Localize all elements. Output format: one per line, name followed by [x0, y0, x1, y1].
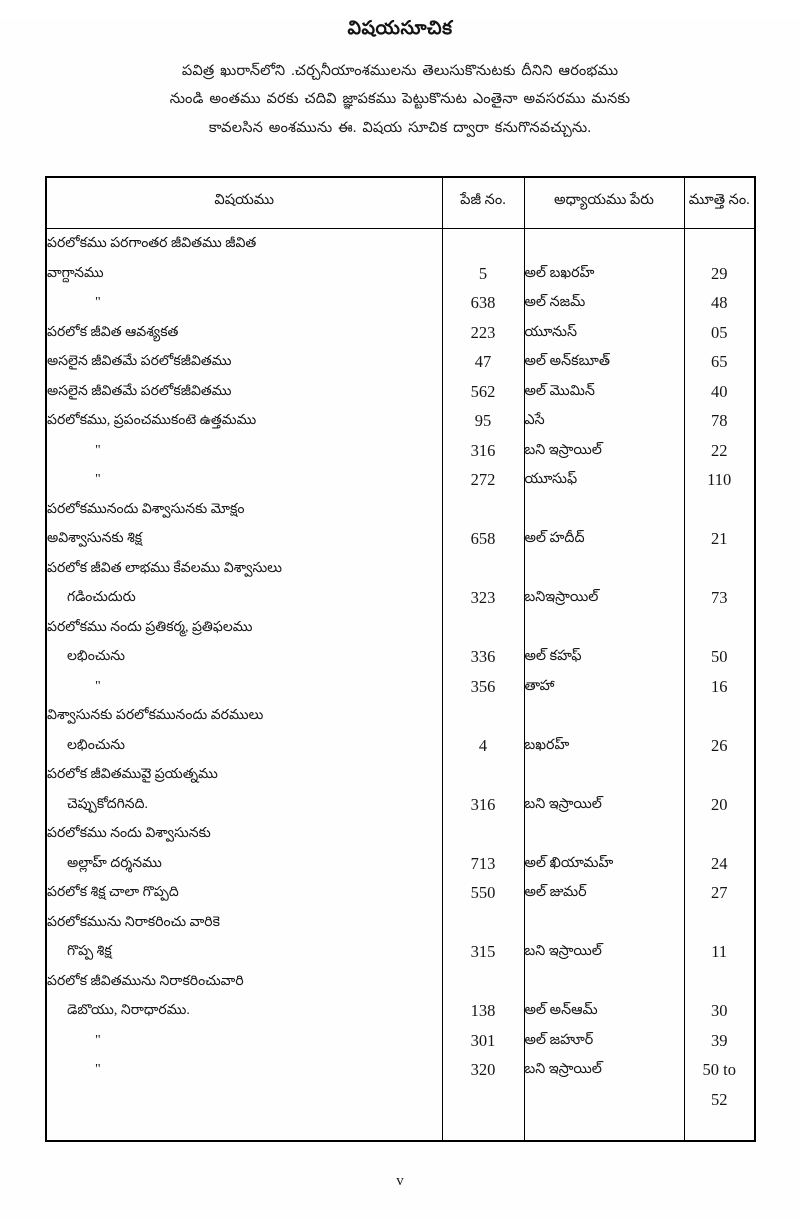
cell-subject	[46, 1026, 442, 1056]
cell-line: 95	[474, 411, 492, 430]
cell-line: 48	[711, 293, 728, 312]
table-row[interactable]	[46, 229, 755, 289]
cell-line: 22	[711, 440, 728, 460]
cell-chapter-name	[524, 229, 684, 289]
cell-line: బని ఇస్రాయిల్	[524, 943, 602, 959]
cell-line: 50 to	[702, 1060, 736, 1079]
cell-subject	[46, 436, 442, 466]
cell-line: 301	[470, 1030, 496, 1050]
cell-page-no	[442, 819, 524, 878]
cell-line: పరలోక జీవిత లాభము కేవలము విశ్వాసులు	[47, 560, 282, 576]
cell-page-no	[442, 465, 524, 495]
table-row[interactable]	[46, 1055, 755, 1114]
cell-line: 638	[470, 293, 496, 312]
cell-line: 24	[711, 853, 728, 873]
cell-line: "	[95, 472, 102, 487]
cell-subject	[46, 554, 442, 613]
cell-verse-no	[684, 1055, 755, 1114]
intro-line-3: కావలసిన అంశమును ఈ. విషయ సూచిక ద్వారా కనుగొనవచ్చును.	[208, 119, 592, 136]
cell-line: పరలోకమును నిరాకరించు వారికె	[47, 914, 220, 930]
cell-verse-no	[684, 819, 755, 878]
cell-page-no	[442, 878, 524, 908]
cell-subject	[46, 613, 442, 672]
cell-line: 223	[470, 322, 496, 342]
cell-chapter-name	[524, 288, 684, 318]
cell-line: 50	[711, 647, 728, 666]
table-row[interactable]	[46, 377, 755, 407]
cell-page-no	[442, 1026, 524, 1056]
cell-chapter-name	[524, 1055, 684, 1114]
cell-chapter-name	[524, 672, 684, 702]
cell-verse-no	[684, 495, 755, 554]
cell-line: పరలోకము నందు ప్రతికర్మ, ప్రతిఫలము	[47, 619, 253, 635]
cell-subject	[46, 377, 442, 407]
table-row[interactable]	[46, 613, 755, 672]
cell-line: గడించుదురు	[67, 590, 136, 605]
cell-line: 78	[711, 411, 728, 430]
cell-page-no	[442, 406, 524, 436]
cell-line: ఎసే	[524, 412, 545, 428]
cell-line: పరలోకము పరగాంతర జీవితము జీవిత	[47, 236, 257, 251]
cell-line: 05	[711, 322, 728, 342]
cell-line: చెప్పుకోదగినది.	[67, 796, 148, 812]
cell-line: లభించును	[67, 649, 125, 664]
cell-line: 550	[470, 883, 496, 902]
table-header	[46, 177, 755, 229]
cell-subject	[46, 819, 442, 878]
table-row[interactable]	[46, 347, 755, 377]
cell-chapter-name	[524, 878, 684, 908]
cell-line: బని ఇస్రాయిల్	[524, 795, 602, 812]
cell-line: 21	[711, 529, 728, 548]
cell-chapter-name	[524, 701, 684, 760]
cell-line: పరలోక జీవితమును నిరాకరించువారి	[47, 973, 244, 989]
cell-subject	[46, 229, 442, 289]
cell-page-no	[442, 613, 524, 672]
table-row[interactable]	[46, 878, 755, 908]
cell-line: 40	[711, 381, 728, 401]
cell-page-no	[442, 347, 524, 377]
cell-page-no	[442, 495, 524, 554]
cell-line: 16	[711, 676, 728, 696]
cell-line: 20	[711, 794, 728, 814]
table-row[interactable]	[46, 436, 755, 466]
cell-line: అల్ నజమ్	[524, 294, 586, 310]
cell-subject	[46, 347, 442, 377]
cell-spacer	[46, 1114, 442, 1141]
cell-verse-no	[684, 377, 755, 407]
cell-line: పరలోకమునందు విశ్వాసునకు మోక్షం	[47, 501, 245, 517]
cell-page-no	[442, 760, 524, 819]
cell-line: బఖరహ్	[524, 736, 570, 753]
cell-page-no	[442, 908, 524, 967]
cell-chapter-name	[524, 436, 684, 466]
cell-line: 4	[478, 735, 488, 755]
cell-line: అసలైన జీవితమే పరలోకజీవితము	[47, 354, 232, 369]
cell-line: 73	[711, 588, 728, 607]
cell-verse-no	[684, 613, 755, 672]
cell-verse-no	[684, 878, 755, 908]
cell-spacer	[524, 1114, 684, 1141]
cell-line: అల్ జుమర్	[524, 884, 587, 900]
cell-subject	[46, 908, 442, 967]
table-row[interactable]	[46, 288, 755, 318]
cell-line: లభించును	[67, 737, 125, 753]
cell-verse-no	[684, 406, 755, 436]
cell-line: 29	[711, 263, 728, 283]
cell-verse-no	[684, 908, 755, 967]
cell-verse-no	[684, 229, 755, 289]
cell-verse-no	[684, 554, 755, 613]
cell-page-no	[442, 672, 524, 702]
cell-line: యూసుఫ్	[524, 471, 578, 487]
cell-line: పరలోకము, ప్రపంచముకంటె ఉత్తమము	[47, 413, 257, 428]
table-body	[46, 229, 755, 1142]
table-of-contents	[45, 176, 756, 1142]
cell-chapter-name	[524, 967, 684, 1026]
cell-line: 316	[470, 440, 496, 460]
cell-chapter-name	[524, 465, 684, 495]
cell-page-no	[442, 1055, 524, 1114]
cell-chapter-name	[524, 613, 684, 672]
cell-page-no	[442, 554, 524, 613]
column-header-subject: విషయము	[46, 177, 442, 229]
cell-subject	[46, 701, 442, 760]
cell-line: 5	[478, 263, 488, 283]
cell-line: పరలోకము నందు విశ్వాసునకు	[47, 826, 211, 841]
page-folio: v	[396, 1173, 404, 1189]
cell-line: 52	[711, 1089, 728, 1109]
cell-line: "	[95, 1032, 102, 1048]
table-row[interactable]	[46, 1026, 755, 1056]
cell-line: "	[95, 295, 102, 310]
cell-verse-no	[684, 701, 755, 760]
cell-line: 138	[470, 1001, 496, 1020]
cell-line: డెబొయు, నిరాధారము.	[67, 1003, 190, 1018]
cell-line: అల్ హదీద్	[524, 530, 585, 546]
cell-chapter-name	[524, 495, 684, 554]
cell-verse-no	[684, 1026, 755, 1056]
table-row[interactable]	[46, 701, 755, 760]
cell-line: 356	[470, 676, 496, 696]
cell-line: 336	[470, 647, 496, 666]
table-row[interactable]	[46, 406, 755, 436]
cell-line: 11	[711, 942, 728, 961]
cell-line: అల్ జహూర్	[524, 1031, 594, 1048]
cell-line: 26	[711, 735, 728, 755]
intro-line-1: పవిత్ర ఖురాన్‌లోని .చర్చనీయాంశములను తెలుసుకొనుటకు దీనిని ఆరంభము	[181, 63, 619, 79]
cell-line: పరలోక జీవితముపైె ప్రయత్నము	[47, 767, 218, 782]
cell-verse-no	[684, 760, 755, 819]
cell-page-no	[442, 229, 524, 289]
cell-subject	[46, 760, 442, 819]
cell-chapter-name	[524, 406, 684, 436]
column-header-verse-no: మూత్తె నం.	[684, 177, 755, 229]
cell-spacer	[442, 1114, 524, 1141]
cell-line: 323	[470, 588, 496, 607]
cell-chapter-name	[524, 819, 684, 878]
cell-chapter-name	[524, 347, 684, 377]
cell-chapter-name	[524, 377, 684, 407]
cell-line: 316	[470, 794, 496, 814]
cell-line: 562	[470, 381, 496, 401]
table-row[interactable]	[46, 819, 755, 878]
cell-line: 27	[711, 883, 728, 902]
cell-chapter-name	[524, 908, 684, 967]
cell-chapter-name	[524, 554, 684, 613]
cell-line: 30	[711, 1001, 728, 1020]
cell-subject	[46, 495, 442, 554]
cell-page-no	[442, 288, 524, 318]
cell-verse-no	[684, 436, 755, 466]
table-row[interactable]	[46, 318, 755, 348]
cell-line: అల్ మొమిన్	[524, 382, 595, 399]
cell-line: బనిఇస్రాయిల్	[524, 589, 599, 605]
cell-line: అసలైన జీవితమే పరలోకజీవితము	[47, 383, 232, 399]
cell-line: 39	[711, 1030, 728, 1050]
cell-line: 713	[470, 853, 496, 873]
cell-line: 658	[470, 529, 496, 548]
cell-line: అల్ కహఫ్	[524, 648, 582, 664]
cell-line: అల్ అన్ఆమ్	[524, 1002, 598, 1018]
header-row	[46, 177, 755, 229]
cell-line: 272	[470, 470, 496, 489]
cell-chapter-name	[524, 1026, 684, 1056]
cell-line: 315	[470, 942, 496, 961]
cell-spacer	[684, 1114, 755, 1141]
cell-line: తాహా	[524, 677, 555, 694]
table-tail-spacer	[46, 1114, 755, 1141]
cell-line: "	[95, 442, 102, 458]
cell-line: "	[95, 678, 102, 694]
cell-page-no	[442, 436, 524, 466]
intro-line-2: నుండి అంతము వరకు చదివి జ్ఞాపకము పెట్టుకొనుట ఎంతైనా అవసరము మనకు	[169, 91, 631, 108]
cell-chapter-name	[524, 318, 684, 348]
cell-verse-no	[684, 288, 755, 318]
cell-subject	[46, 967, 442, 1026]
table-row[interactable]	[46, 672, 755, 702]
cell-line: అవిశ్వాసునకు శిక్ష	[47, 531, 143, 546]
cell-line: అల్ అన్‌కబూత్	[524, 353, 610, 369]
cell-subject	[46, 878, 442, 908]
table-row[interactable]	[46, 554, 755, 613]
table-row[interactable]	[46, 465, 755, 495]
cell-page-no	[442, 967, 524, 1026]
cell-line: వాగ్దానము	[47, 265, 104, 281]
column-header-chapter-name: అధ్యాయము పేరు	[524, 177, 684, 229]
table-row[interactable]	[46, 495, 755, 554]
cell-line: అల్లాహ్ దర్శనము	[67, 855, 162, 871]
cell-line: విశ్వాసునకు పరలోకమునందు వరములు	[47, 708, 264, 723]
cell-subject	[46, 672, 442, 702]
cell-verse-no	[684, 967, 755, 1026]
cell-verse-no	[684, 347, 755, 377]
cell-line: యూనుస్	[524, 323, 578, 340]
intro-paragraph	[80, 57, 720, 142]
cell-chapter-name	[524, 760, 684, 819]
document-page	[0, 18, 800, 1218]
cell-line: బని ఇస్రాయిల్	[524, 1061, 602, 1077]
cell-line: "	[95, 1062, 102, 1077]
cell-line: గొప్ప శిక్ష	[67, 944, 112, 959]
cell-line: బని ఇస్రాయిల్	[524, 441, 602, 458]
cell-subject	[46, 465, 442, 495]
cell-line: పరలోక శిక్ష చాలా గొప్పది	[47, 885, 179, 900]
table-row[interactable]	[46, 908, 755, 967]
table-row[interactable]	[46, 967, 755, 1026]
cell-line: అల్ ఖియామహ్	[524, 854, 614, 871]
cell-verse-no	[684, 672, 755, 702]
cell-line: పరలోక జీవిత ఆవశ్యకత	[47, 324, 179, 340]
cell-line: 65	[711, 352, 728, 371]
cell-line: 320	[470, 1060, 496, 1079]
cell-subject	[46, 1055, 442, 1114]
cell-subject	[46, 406, 442, 436]
cell-page-no	[442, 318, 524, 348]
cell-page-no	[442, 377, 524, 407]
cell-line: 47	[474, 352, 492, 371]
cell-line: 110	[707, 470, 732, 489]
cell-verse-no	[684, 465, 755, 495]
cell-subject	[46, 288, 442, 318]
table-row[interactable]	[46, 760, 755, 819]
toc-table	[45, 176, 756, 1142]
column-header-page-no: పేజీ నం.	[442, 177, 524, 229]
cell-verse-no	[684, 318, 755, 348]
cell-line: అల్ బఖరహ్	[524, 264, 595, 281]
cell-subject	[46, 318, 442, 348]
page-title: విషయసూచిక	[347, 18, 453, 39]
cell-page-no	[442, 701, 524, 760]
